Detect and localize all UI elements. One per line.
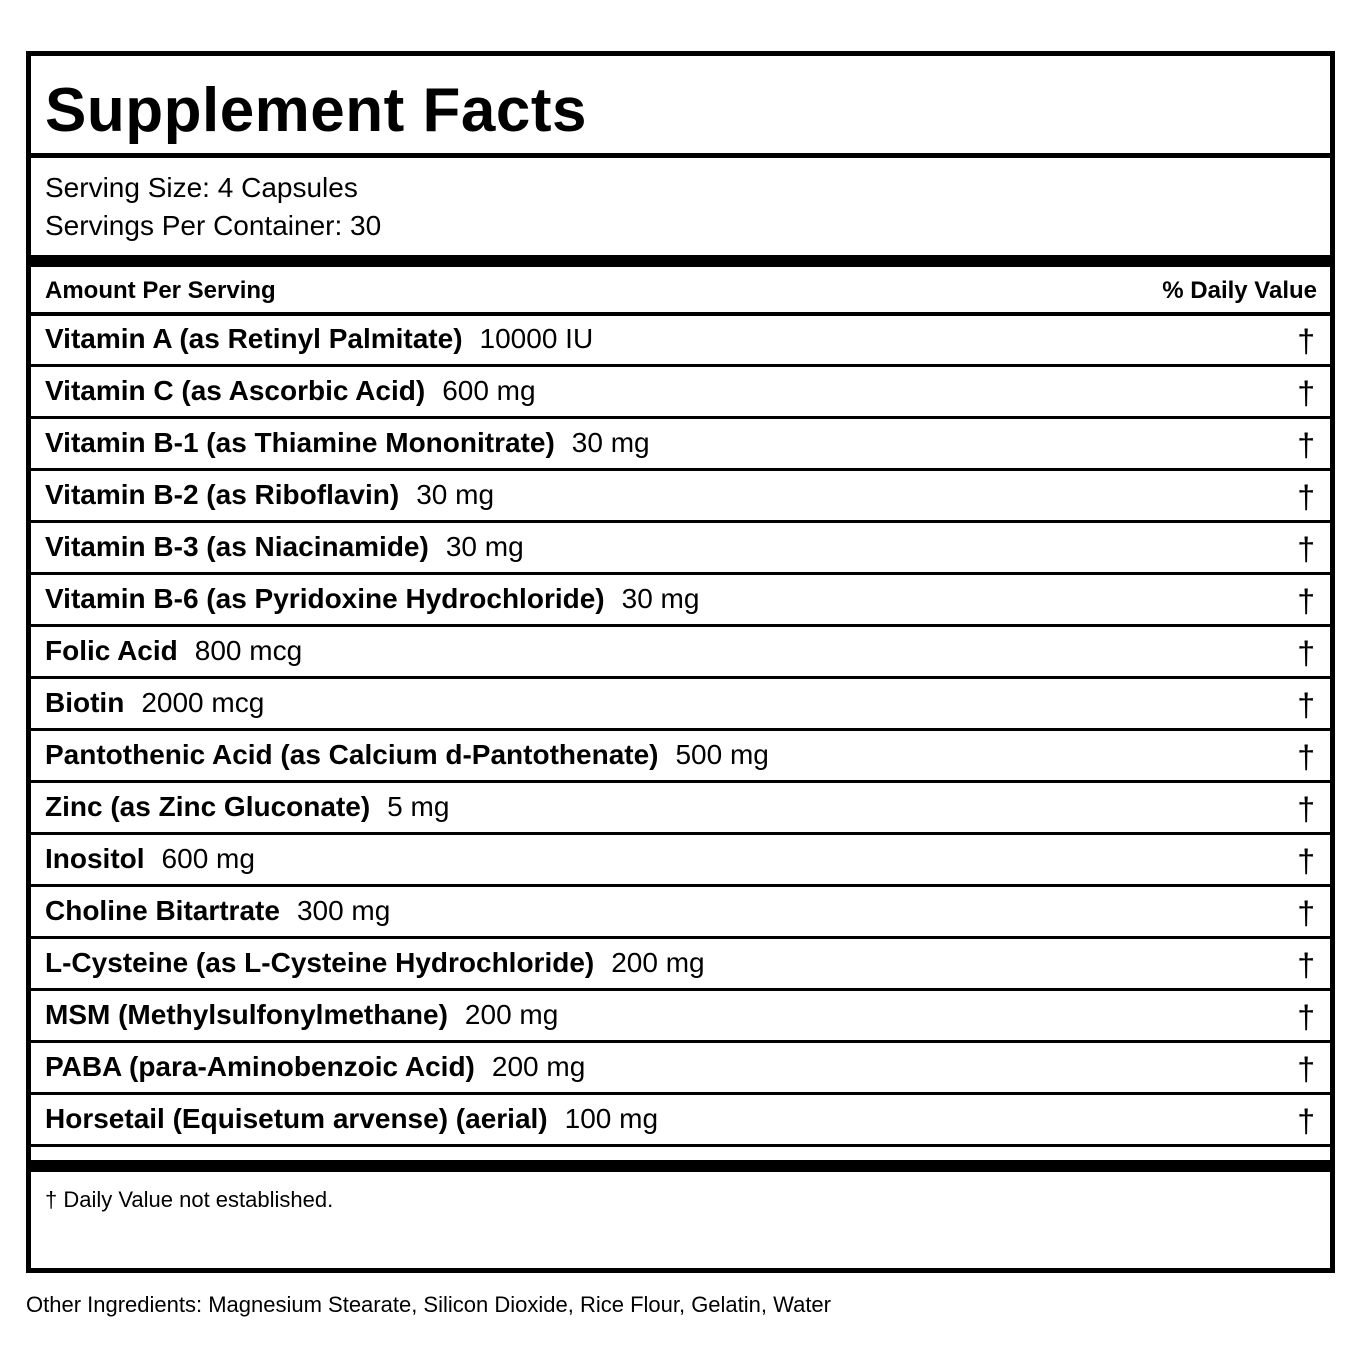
nutrient-row <box>31 315 1330 367</box>
nutrient-name: Folic Acid <box>45 635 178 666</box>
nutrient-amount: 30 mg <box>445 531 524 562</box>
dagger-icon: † <box>1297 531 1315 567</box>
dagger-icon: † <box>1297 739 1315 775</box>
nutrient-amount: 300 mg <box>296 895 391 926</box>
nutrient-row <box>31 367 1330 419</box>
nutrient-amount: 100 mg <box>564 1103 659 1134</box>
nutrient-amount: 800 mcg <box>194 635 303 666</box>
dagger-icon: † <box>1297 947 1315 983</box>
dagger-icon: † <box>1297 999 1315 1035</box>
dagger-icon: † <box>1297 635 1315 671</box>
panel-title: Supplement Facts <box>45 76 587 145</box>
nutrient-name: Vitamin B-6 (as Pyridoxine Hydrochloride) <box>45 583 605 614</box>
thick-divider-top <box>31 255 1330 267</box>
amount-per-serving-header: Amount Per Serving <box>45 277 276 304</box>
nutrient-amount: 30 mg <box>416 479 495 510</box>
nutrient-amount: 10000 IU <box>479 323 594 354</box>
nutrient-name: Pantothenic Acid (as Calcium d-Pantothenate) <box>45 739 659 770</box>
dagger-icon: † <box>1297 895 1315 931</box>
nutrient-row <box>31 887 1330 939</box>
nutrient-row <box>31 1043 1330 1095</box>
nutrient-name: Horsetail (Equisetum arvense) (aerial) <box>45 1103 548 1134</box>
other-ingredients: Other Ingredients: Magnesium Stearate, Silicon Dioxide, Rice Flour, Gelatin, Water <box>26 1292 831 1317</box>
nutrient-amount: 2000 mcg <box>141 687 265 718</box>
title-divider <box>31 153 1330 158</box>
nutrient-row <box>31 991 1330 1043</box>
nutrient-row <box>31 783 1330 835</box>
dagger-icon: † <box>1297 1103 1315 1139</box>
nutrient-name: MSM (Methylsulfonylmethane) <box>45 999 448 1030</box>
servings-per-container: Servings Per Container: 30 <box>45 210 382 241</box>
nutrient-amount: 200 mg <box>491 1051 586 1082</box>
nutrient-row <box>31 1095 1330 1147</box>
dagger-icon: † <box>1297 843 1315 879</box>
nutrient-row <box>31 575 1330 627</box>
nutrient-name: Vitamin A (as Retinyl Palmitate) <box>45 323 463 354</box>
nutrient-list <box>31 315 1330 1147</box>
footnote: † Daily Value not established. <box>45 1187 334 1212</box>
nutrient-amount: 600 mg <box>442 375 536 406</box>
supplement-facts-panel <box>26 51 1335 1273</box>
dagger-icon: † <box>1297 583 1315 619</box>
nutrient-name: L-Cysteine (as L-Cysteine Hydrochloride) <box>45 947 595 978</box>
dagger-icon: † <box>1297 427 1315 463</box>
thick-divider-bottom <box>31 1160 1330 1172</box>
dagger-icon: † <box>1297 687 1315 723</box>
nutrient-row <box>31 419 1330 471</box>
nutrient-name: Choline Bitartrate <box>45 895 280 926</box>
nutrient-row <box>31 523 1330 575</box>
dagger-icon: † <box>1297 1051 1315 1087</box>
nutrient-row <box>31 835 1330 887</box>
nutrient-name: Vitamin B-3 (as Niacinamide) <box>45 531 429 562</box>
nutrient-row <box>31 471 1330 523</box>
nutrient-amount: 30 mg <box>621 583 700 614</box>
nutrient-amount: 5 mg <box>387 791 450 822</box>
column-header-row <box>31 268 1330 312</box>
nutrient-amount: 500 mg <box>675 739 769 770</box>
nutrient-name: Inositol <box>45 843 145 874</box>
serving-size: Serving Size: 4 Capsules <box>45 172 358 203</box>
daily-value-header: % Daily Value <box>1162 277 1317 304</box>
nutrient-amount: 600 mg <box>161 843 255 874</box>
nutrient-amount: 200 mg <box>611 947 705 978</box>
nutrient-row <box>31 627 1330 679</box>
nutrient-name: Vitamin B-1 (as Thiamine Mononitrate) <box>45 427 555 458</box>
nutrient-name: PABA (para-Aminobenzoic Acid) <box>45 1051 475 1082</box>
dagger-icon: † <box>1297 479 1315 515</box>
nutrient-name: Vitamin B-2 (as Riboflavin) <box>45 479 400 510</box>
dagger-icon: † <box>1297 323 1315 359</box>
nutrient-name: Biotin <box>45 687 125 718</box>
dagger-icon: † <box>1297 791 1315 827</box>
nutrient-amount: 30 mg <box>571 427 650 458</box>
nutrient-row <box>31 679 1330 731</box>
nutrient-name: Zinc (as Zinc Gluconate) <box>45 791 371 822</box>
dagger-icon: † <box>1297 375 1315 411</box>
nutrient-row <box>31 939 1330 991</box>
nutrient-amount: 200 mg <box>464 999 559 1030</box>
nutrient-name: Vitamin C (as Ascorbic Acid) <box>45 375 426 406</box>
title-section <box>31 56 1330 157</box>
nutrient-row <box>31 731 1330 783</box>
